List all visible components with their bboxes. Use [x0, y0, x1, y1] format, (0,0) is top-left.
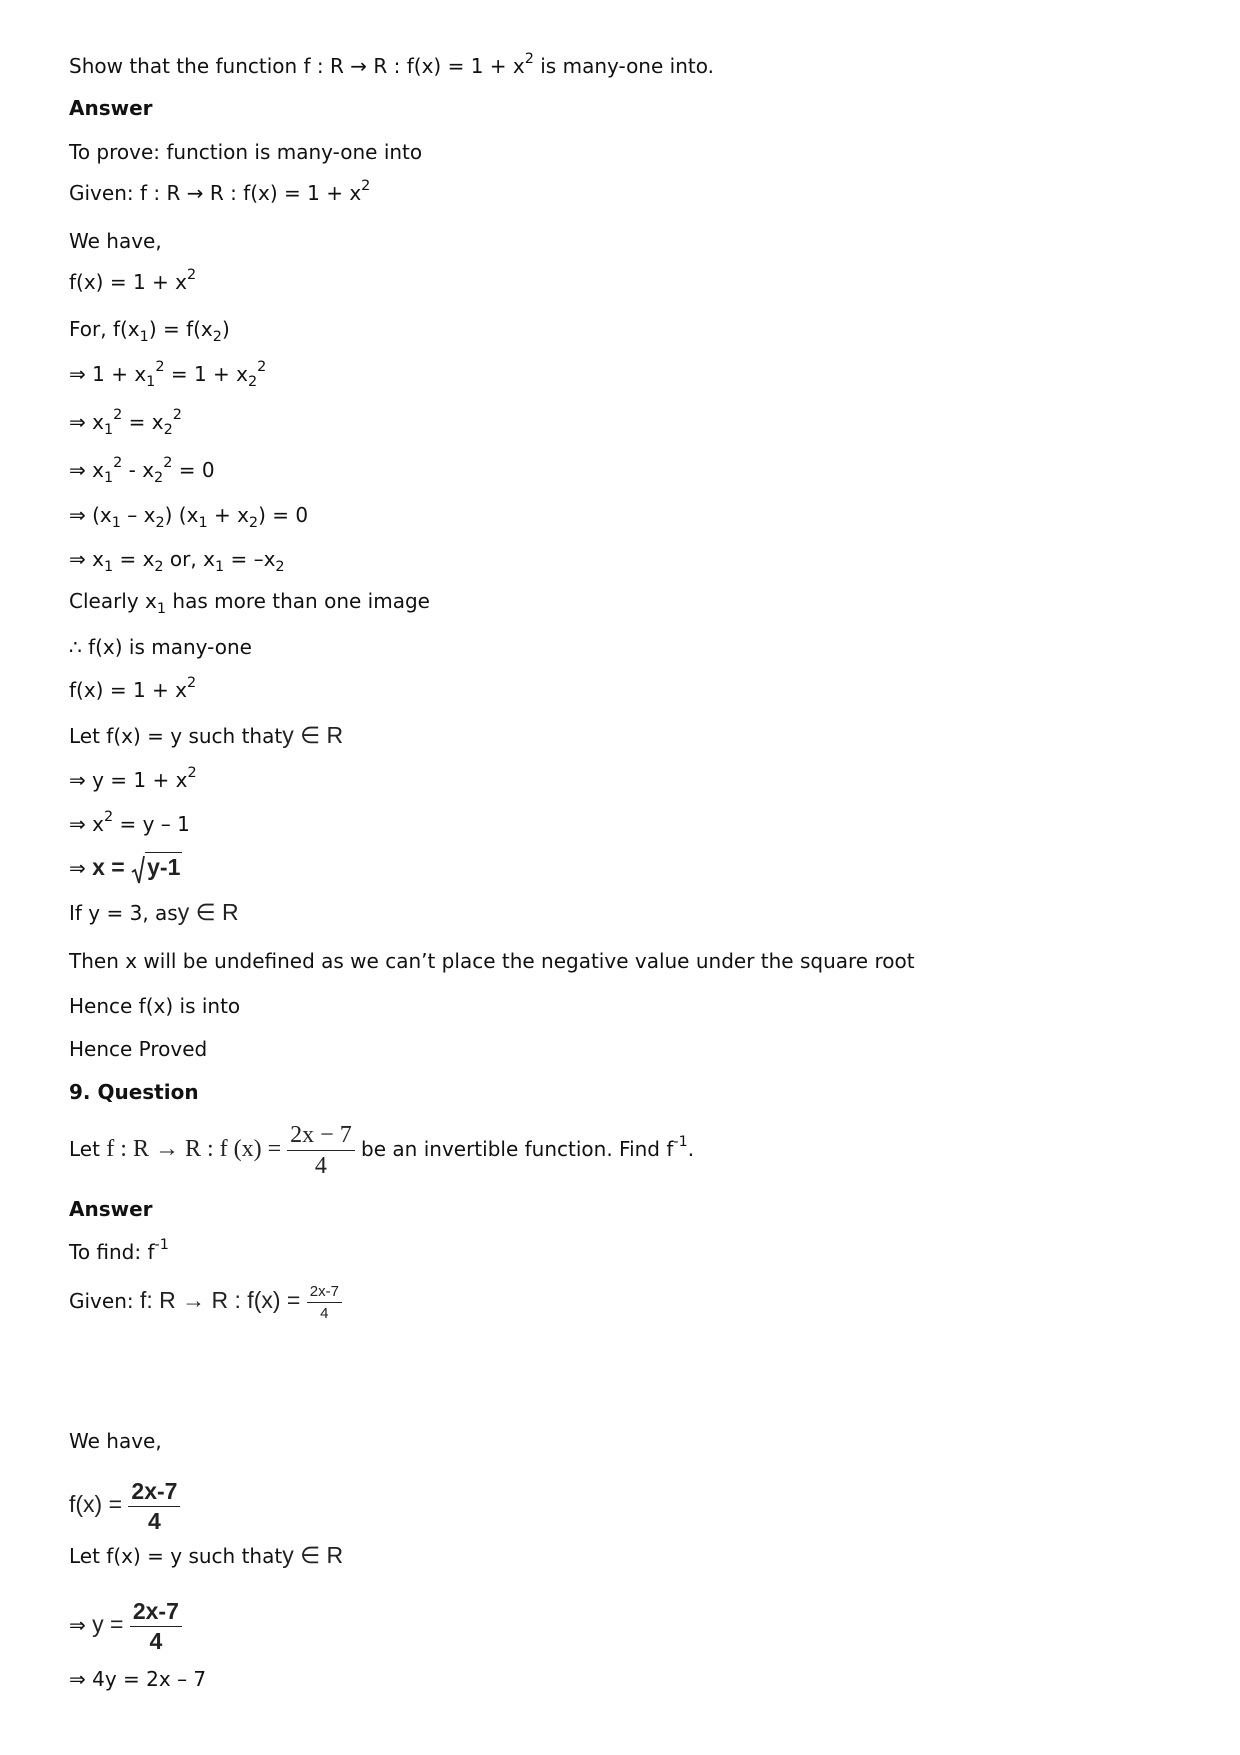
- q8-y-eq: ⇒ $y = 1 + x^2$: [69, 764, 197, 792]
- q9-last-line: ⇒ 4y = 2x – 7: [69, 1667, 207, 1691]
- q8-step-1: ⇒ $1 + x_1^2 = 1 + x_2^2$: [69, 358, 267, 391]
- q8-fx: $f(x) = 1 + x^2$: [69, 266, 197, 294]
- q8-hence-proved: Hence Proved: [69, 1037, 208, 1061]
- q9-fx: f(x) = $\frac{2x-7}{4}$: [69, 1480, 180, 1533]
- q8-clearly: Clearly $x_1$ has more than one image: [69, 589, 430, 618]
- q8-fx-2: $f(x) = 1 + x^2$: [69, 674, 197, 702]
- q9-let-y: Let f(x) = y such thaty ∈ R: [69, 1542, 344, 1568]
- q8-given: Given: f : R → R : $f(x) = 1 + x^2$: [69, 177, 371, 205]
- q8-step-3: ⇒ $x_1^2 - x_2^2 = 0$: [69, 454, 215, 487]
- q9-we-have: We have,: [69, 1429, 162, 1453]
- q8-step-2: ⇒ $x_1^2 = x_2^2$: [69, 406, 182, 439]
- q8-step-4: ⇒ $(x_1 - x_2) (x_1 + x_2) = 0$: [69, 503, 309, 532]
- y-in-r-formula: y ∈ R: [177, 899, 239, 925]
- q8-statement: Show that the function f : R → R : $f(x) = 1 + x^2$ is many-one into.: [69, 50, 714, 78]
- y-in-r-formula: y ∈ R: [282, 1542, 344, 1568]
- fraction: $\frac{2x - 7}{4}$: [287, 1123, 355, 1178]
- q8-hence-into: Hence f(x) is into: [69, 994, 241, 1018]
- q8-step-5: ⇒ $x_1 = x_2$ or, $x_1 = -x_2$: [69, 547, 285, 576]
- q9-y-eq: ⇒ y = $\frac{2x-7}{4}$: [69, 1600, 182, 1653]
- q8-therefore: ∴ f(x) is many-one: [69, 635, 252, 659]
- q8-let-y: Let f(x) = y such thaty ∈ R: [69, 722, 344, 748]
- q9-to-find: To find: $f^{-1}$: [69, 1236, 169, 1264]
- q8-then: Then x will be undefined as we can’t place the negative value under the square root: [69, 949, 915, 973]
- y-in-r-formula: y ∈ R: [282, 722, 344, 748]
- q8-if-y: If y = 3, asy ∈ R: [69, 899, 239, 925]
- q9-answer-heading: Answer: [69, 1197, 153, 1221]
- q8-x2-eq: ⇒ $x^2 = y - 1$: [69, 808, 190, 836]
- q8-we-have: We have,: [69, 229, 162, 253]
- q9-heading: 9. Question: [69, 1080, 199, 1104]
- fraction: $\frac{2x-7}{4}$: [130, 1600, 182, 1653]
- fraction: $\frac{2x-7}{4}$: [307, 1284, 342, 1321]
- fraction: $\frac{2x-7}{4}$: [128, 1480, 180, 1533]
- q9-statement: Let f : R → R : f (x) = $\frac{2x - 7}{4}$ be an invertible function. Find $f^{-1}$.: [69, 1122, 695, 1179]
- radical-sign-icon: [131, 855, 145, 885]
- q9-given: Given: f: R → R : f(x) = $\frac{2x-7}{4}$: [69, 1284, 342, 1321]
- q8-answer-heading: Answer: [69, 96, 153, 120]
- q8-sqrt-line: ⇒ x = y-1: [69, 854, 182, 885]
- q8-to-prove: To prove: function is many-one into: [69, 140, 423, 164]
- q8-for-line: For, $f(x_1) = f(x_2)$: [69, 317, 230, 346]
- square-root-formula: y-1: [131, 854, 182, 885]
